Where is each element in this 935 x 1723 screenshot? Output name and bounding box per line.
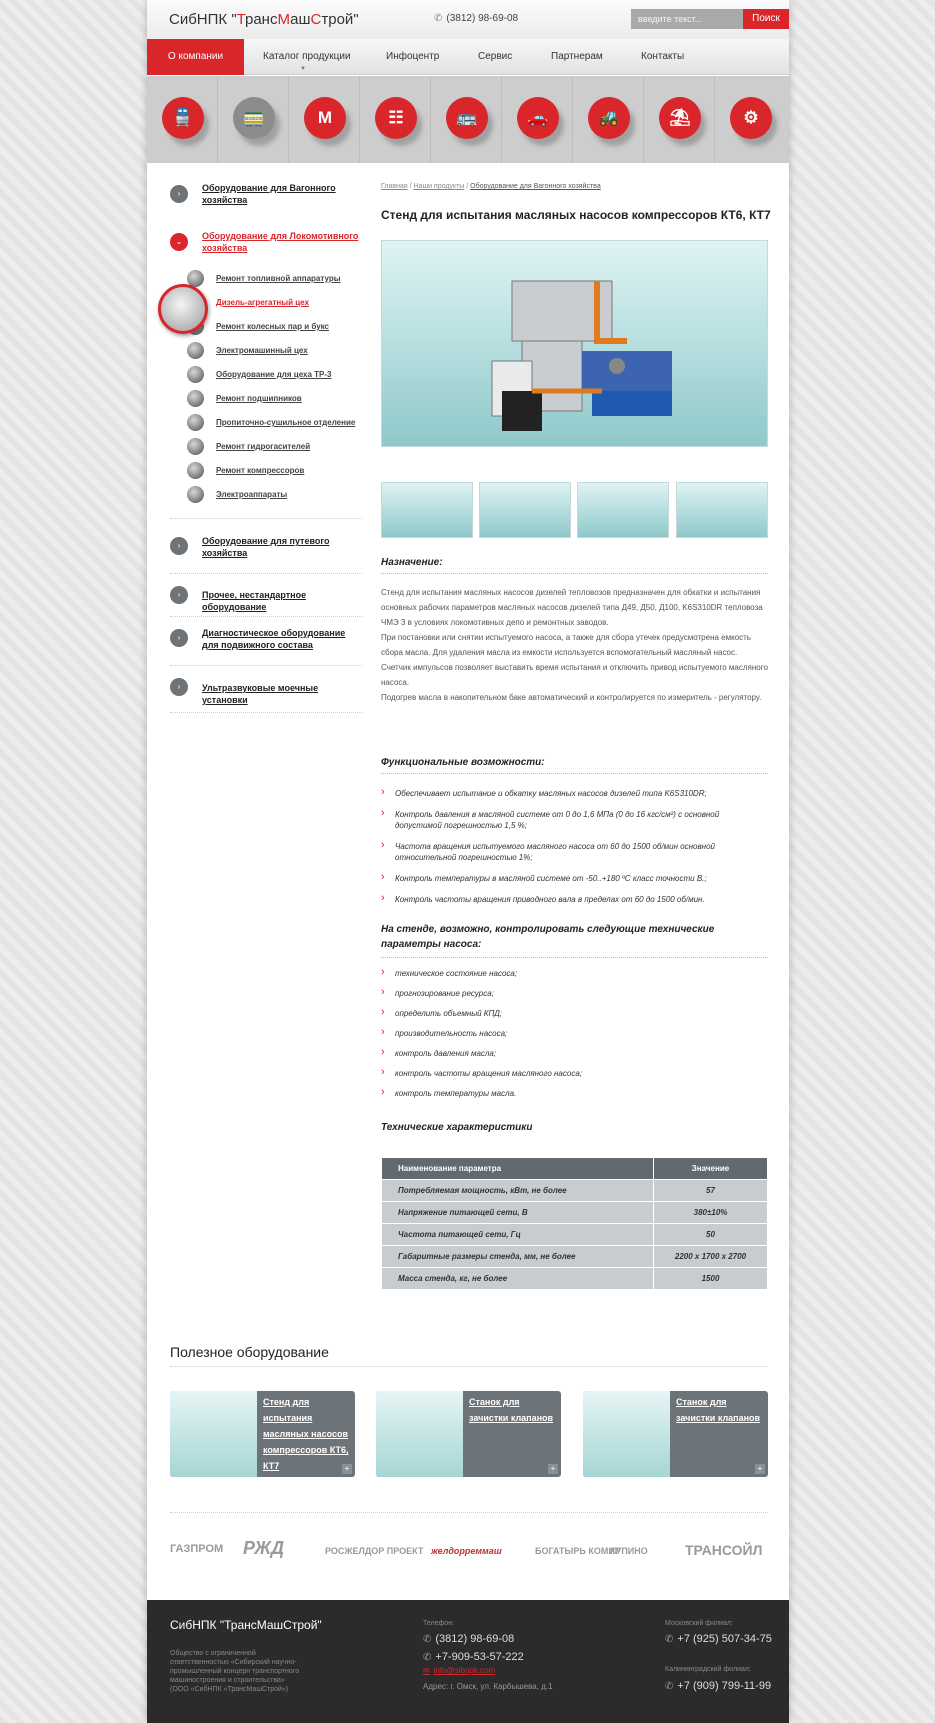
table-header-value: Значение	[654, 1158, 768, 1180]
footer-company-name: СибНПК "ТрансМашСтрой"	[170, 1618, 322, 1632]
main-nav	[147, 39, 789, 75]
footer-moscow-label: Московский филиал:	[665, 1620, 733, 1627]
list-item: › производительность насоса;	[381, 1028, 768, 1039]
magnifier-preview	[158, 284, 208, 334]
footer-moscow-phone[interactable]: ✆ +7 (925) 507-34-75	[665, 1633, 772, 1645]
list-item: › контроль частоты вращения масляного насоса;	[381, 1068, 768, 1079]
section-tech-title: Технические характеристики	[381, 1122, 533, 1133]
product-card-link[interactable]: Стенд для испытания масляных насосов компрессоров КТ6, КТ7	[263, 1397, 349, 1471]
category-icons-bar	[147, 76, 789, 163]
table-cell: Потребляемая мощность, кВт, не более	[382, 1180, 654, 1202]
gear-icon: ⚙	[730, 97, 772, 139]
sidebar-item-wagon[interactable]	[170, 180, 362, 224]
table-cell: 1500	[654, 1268, 768, 1290]
product-card[interactable]	[583, 1391, 768, 1477]
footer-kaliningrad-label: Калининградский филиал:	[665, 1666, 751, 1673]
category-wagon[interactable]	[218, 76, 289, 163]
subitem-thumb	[187, 366, 204, 383]
mail-icon: ✉	[423, 1666, 430, 1675]
sidebar-item-track[interactable]	[170, 519, 362, 565]
sidebar-item-other[interactable]	[170, 574, 362, 616]
footer	[147, 1600, 789, 1723]
partner-logo-roszheldorproekt[interactable]: РОСЖЕЛДОР ПРОЕКТ	[325, 1546, 424, 1556]
nav-contacts[interactable]: Контакты	[641, 51, 685, 62]
logo[interactable]: СибНПК "ТрансМашСтрой"	[169, 11, 359, 28]
thumbnails	[381, 482, 768, 538]
footer-company-info: Общество с ограниченной ответственностью «Сибирский научно-промышленный концерн транспортного машиностроения и строительства» (ООО «СибНПК «ТрансМашСтрой»)	[170, 1650, 300, 1693]
partner-logo-kupino[interactable]: КУПИНО	[610, 1546, 648, 1556]
sidebar-item-label[interactable]: Оборудование для Локомотивного хозяйства	[202, 231, 359, 253]
specs-table	[381, 1157, 768, 1290]
chevron-right-icon: ›	[170, 185, 188, 203]
list-item: › прогнозирование ресурса;	[381, 988, 768, 999]
subitem-link[interactable]: Электромашинный цех	[216, 346, 308, 355]
bus-icon: 🚌	[446, 97, 488, 139]
thumbnail[interactable]	[577, 482, 669, 538]
partner-logo-rzd[interactable]: РЖД	[243, 1538, 285, 1558]
section-purpose-title: Назначение:	[381, 557, 768, 574]
cafe-icon: ⛱	[659, 97, 701, 139]
product-photo[interactable]	[381, 240, 768, 447]
footer-kaliningrad-phone[interactable]: ✆ +7 (909) 799-11-99	[665, 1680, 772, 1692]
subitem[interactable]	[170, 436, 362, 460]
product-card-image	[583, 1391, 670, 1477]
category-car[interactable]	[502, 76, 573, 163]
product-card[interactable]	[170, 1391, 355, 1477]
category-cafe[interactable]	[644, 76, 715, 163]
nav-infocenter[interactable]: Инфоцентр	[386, 51, 440, 62]
car-icon: 🚗	[517, 97, 559, 139]
phone-icon: ✆	[434, 13, 443, 24]
subitem[interactable]	[170, 364, 362, 388]
list-item: › определить объемный КПД;	[381, 1008, 768, 1019]
rail-track-icon: ☷	[375, 97, 417, 139]
purpose-paragraph: При постановки или снятии испытуемого насоса, а также для сбора утечек предусмотрена емкость сбора масла. Для удаления масла из емкости используется вспомогательный масляный насос.	[381, 633, 751, 657]
category-train[interactable]	[147, 76, 218, 163]
thumbnail[interactable]	[676, 482, 768, 538]
sidebar-item-locomotive[interactable]	[170, 228, 362, 268]
useful-title: Полезное оборудование	[170, 1344, 329, 1360]
chevron-down-icon: ▼	[300, 66, 306, 72]
nav-about[interactable]: О компании	[147, 39, 244, 75]
table-cell: Частота питающей сети, Гц	[382, 1224, 654, 1246]
chevron-right-icon: ›	[170, 537, 188, 555]
category-gear[interactable]	[715, 76, 786, 163]
sidebar-item-label[interactable]: Прочее, нестандартное оборудование	[202, 590, 307, 612]
plus-icon[interactable]: +	[548, 1464, 558, 1474]
plus-icon[interactable]: +	[755, 1464, 765, 1474]
functions-list	[381, 788, 768, 905]
subitem-link[interactable]: Электроаппараты	[216, 490, 288, 499]
subitem-link[interactable]: Оборудование для цеха ТР-3	[216, 370, 332, 379]
table-row	[382, 1268, 768, 1290]
table-cell: 50	[654, 1224, 768, 1246]
product-card-link[interactable]: Станок для зачистки клапанов	[469, 1397, 554, 1423]
phone-icon: ✆	[423, 1652, 432, 1663]
breadcrumb-current[interactable]: Оборудование для Вагонного хозяйства	[470, 183, 601, 190]
list-item: › техническое состояние насоса;	[381, 968, 768, 979]
chevron-right-icon: ›	[170, 629, 188, 647]
subitem-link[interactable]: Ремонт гидрогасителей	[216, 442, 311, 451]
subitem-link[interactable]: Ремонт колесных пар и букс	[216, 322, 330, 331]
table-cell: Напряжение питающей сети, В	[382, 1202, 654, 1224]
list-item: › Контроль частоты вращения приводного вала в пределах от 60 до 1500 об/мин.	[381, 894, 768, 905]
subitem[interactable]	[170, 388, 362, 412]
sidebar-item-diagnostic[interactable]	[170, 617, 362, 665]
page	[147, 0, 789, 1723]
nav-partners[interactable]: Партнерам	[551, 51, 603, 62]
footer-email[interactable]: ✉ info@sibnpk.com	[423, 1666, 496, 1675]
subitem-link[interactable]: Ремонт топливной аппаратуры	[216, 274, 341, 283]
table-row	[382, 1246, 768, 1268]
section-control-title: На стенде, возможно, контролировать следующие технические параметры насоса:	[381, 922, 768, 958]
chevron-right-icon: ›	[170, 586, 188, 604]
table-cell: Габаритные размеры стенда, мм, не более	[382, 1246, 654, 1268]
table-row	[382, 1180, 768, 1202]
product-card[interactable]	[376, 1391, 561, 1477]
table-header-row	[382, 1158, 768, 1180]
footer-phone[interactable]: ✆ +7-909-53-57-222	[423, 1651, 524, 1663]
subitem-thumb	[187, 342, 204, 359]
partner-logo-zheldorremmash[interactable]: желдорреммаш	[431, 1546, 502, 1556]
partner-logo-gazprom[interactable]: ГАЗПРОМ	[170, 1543, 224, 1555]
divider	[170, 1512, 768, 1513]
subitem-link[interactable]: Ремонт подшипников	[216, 394, 302, 403]
product-card-link[interactable]: Станок для зачистки клапанов	[676, 1397, 761, 1423]
chevron-down-icon: ⌄	[170, 233, 188, 251]
search-button[interactable]: Поиск	[743, 9, 789, 29]
search-input[interactable]	[631, 9, 743, 29]
sidebar	[170, 180, 362, 713]
partner-logo-transoil[interactable]: ТРАНСОЙЛ	[685, 1542, 763, 1558]
subitem-link[interactable]: Дизель-агрегатный цех	[216, 298, 309, 307]
phone-icon: ✆	[665, 1681, 674, 1692]
purpose-paragraph: Подогрев масла в накопительном баке автоматический и контролируется по измеритель - регулятору.	[381, 693, 762, 702]
category-track[interactable]	[360, 76, 431, 163]
category-harvester[interactable]	[573, 76, 644, 163]
sidebar-subitems	[170, 268, 362, 508]
list-item: › контроль давления масла;	[381, 1048, 768, 1059]
wagon-icon: 🚃	[233, 97, 275, 139]
metro-icon: М	[304, 97, 346, 139]
table-row	[382, 1202, 768, 1224]
phone-icon: ✆	[665, 1634, 674, 1645]
header	[147, 0, 789, 39]
category-bus[interactable]	[431, 76, 502, 163]
breadcrumb-products[interactable]: Наши продукты	[413, 183, 465, 190]
footer-phone[interactable]: ✆ (3812) 98-69-08	[423, 1633, 515, 1645]
product-illustration	[382, 241, 767, 446]
plus-icon[interactable]: +	[342, 1464, 352, 1474]
purpose-description	[381, 585, 768, 705]
purpose-paragraph: Счетчик импульсов позволяет выставить время испытания и отключить привод испытуемого масляного насоса.	[381, 663, 768, 687]
sidebar-item-label[interactable]: Оборудование для путевого хозяйства	[202, 536, 330, 558]
chevron-right-icon: ›	[170, 678, 188, 696]
list-item: › Контроль давления в масляной системе от 0 до 1,6 МПа (0 до 16 кгс/см²) с основной допустимой погрешностью 1,5 %;	[381, 809, 768, 831]
category-metro[interactable]	[289, 76, 360, 163]
list-item: › Обеспечивает испытание и обкатку масляных насосов дизелей типа K6S310DR;	[381, 788, 768, 799]
list-item: › контроль температуры масла.	[381, 1088, 768, 1099]
product-card-image	[376, 1391, 463, 1477]
footer-phone-label: Телефон:	[423, 1620, 454, 1627]
control-list	[381, 968, 768, 1099]
sidebar-item-label[interactable]: Ультразвуковые моечные установки	[202, 683, 319, 705]
subitem-thumb	[187, 486, 204, 503]
subitem[interactable]	[170, 484, 362, 508]
breadcrumb: Главная / Наши продукты / Оборудование для Вагонного хозяйства	[381, 183, 601, 190]
partner-logo-bogatyr[interactable]: БОГАТЫРЬ КОМИР	[535, 1546, 621, 1556]
sidebar-item-ultrasonic[interactable]	[170, 666, 362, 714]
nav-service[interactable]: Сервис	[478, 51, 513, 62]
sidebar-item-label[interactable]: Диагностическое оборудование для подвижного состава	[202, 628, 346, 650]
thumbnail[interactable]	[381, 482, 473, 538]
subitem-thumb	[187, 462, 204, 479]
table-row	[382, 1224, 768, 1246]
footer-address: Адрес: г. Омск, ул. Карбышева, д.1	[423, 1682, 553, 1691]
list-item: › Контроль температуры в масляной системе от -50..+180 ºС класс точности В.;	[381, 873, 768, 884]
subitem[interactable]	[170, 412, 362, 436]
table-cell: Масса стенда, кг, не более	[382, 1268, 654, 1290]
thumbnail[interactable]	[479, 482, 571, 538]
section-functions-title: Функциональные возможности:	[381, 757, 768, 774]
subitem-link[interactable]: Пропиточно-сушильное отделение	[216, 418, 356, 427]
table-cell: 57	[654, 1180, 768, 1202]
phone-icon: ✆	[423, 1634, 432, 1645]
divider	[170, 1366, 768, 1367]
subitem[interactable]	[170, 340, 362, 364]
purpose-paragraph: Стенд для испытания масляных насосов дизелей тепловозов предназначен для обкатки и испытания основных рабочих параметров масляных насосов дизелей типа Д49, Д50, Д100, K6S310DR тепловоза ЧМЭ 3 в условиях локомотивных депо и ремонтных заводов.	[381, 588, 763, 627]
page-title: Стенд для испытания масляных насосов компрессоров КТ6, КТ7	[381, 208, 771, 222]
subitem-thumb	[187, 438, 204, 455]
subitem-thumb	[187, 414, 204, 431]
table-header-param: Наименование параметра	[382, 1158, 654, 1180]
subitem[interactable]	[170, 460, 362, 484]
harvester-icon: 🚜	[588, 97, 630, 139]
product-card-image	[170, 1391, 257, 1477]
breadcrumb-home[interactable]: Главная	[381, 183, 408, 190]
train-icon: 🚆	[162, 97, 204, 139]
table-cell: 380±10%	[654, 1202, 768, 1224]
sidebar-item-label[interactable]: Оборудование для Вагонного хозяйства	[202, 183, 336, 205]
subitem-link[interactable]: Ремонт компрессоров	[216, 466, 305, 475]
list-item: › Частота вращения испытуемого масляного насоса от 60 до 1500 об/мин основной относительной погрешностью 1%;	[381, 841, 768, 863]
table-cell: 2200 х 1700 х 2700	[654, 1246, 768, 1268]
header-phone: ✆ (3812) 98-69-08	[434, 13, 519, 24]
subitem-thumb	[187, 390, 204, 407]
subitem[interactable]	[170, 268, 362, 292]
nav-catalog[interactable]: Каталог продукции	[263, 51, 351, 62]
